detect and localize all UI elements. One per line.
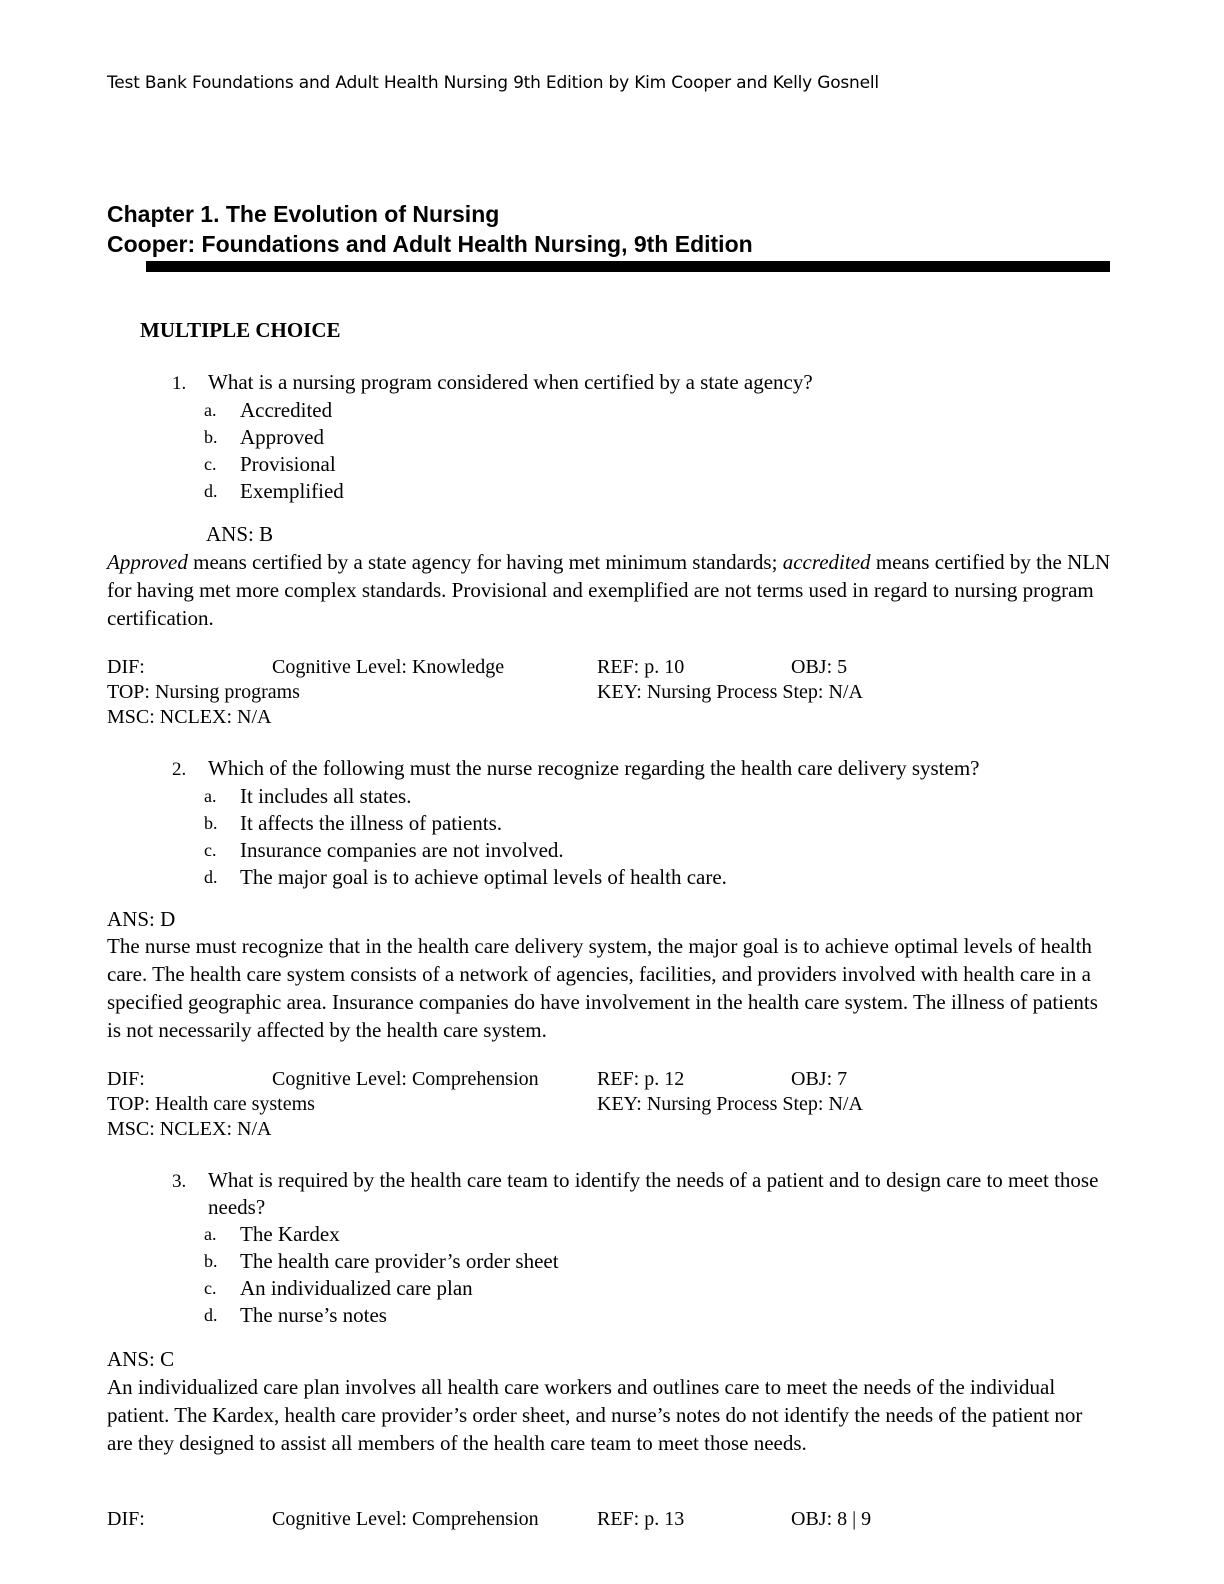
question-1	[172, 369, 1122, 505]
rationale-emphasis: accredited	[782, 550, 871, 574]
question-text: Which of the following must the nurse recognize regarding the health care delivery system?	[208, 756, 980, 780]
chapter-title: Chapter 1. The Evolution of Nursing	[107, 201, 500, 227]
option-d	[204, 864, 1122, 891]
option-list	[172, 1221, 1122, 1329]
reference: REF: p. 10	[597, 656, 685, 678]
book-title: Cooper: Foundations and Adult Health Nursing, 9th Edition	[107, 231, 753, 257]
question-number: 1.	[172, 373, 187, 394]
running-header: Test Bank Foundations and Adult Health Nursing 9th Edition by Kim Cooper and Kelly Gosnell	[107, 73, 879, 93]
section-title: MULTIPLE CHOICE	[140, 318, 341, 342]
option-letter: d.	[204, 1305, 218, 1325]
chapter-heading	[107, 199, 753, 259]
question-stem	[172, 755, 1122, 783]
objective: OBJ: 8 | 9	[791, 1508, 872, 1530]
answer-key: ANS: B	[206, 522, 274, 546]
objective: OBJ: 7	[791, 1068, 848, 1090]
option-text: It affects the illness of patients.	[240, 811, 503, 835]
rationale	[107, 548, 1112, 632]
option-text: The nurse’s notes	[240, 1303, 387, 1327]
rationale-text: means certified by the NLN for having met more complex standards. Provisional and exemplified are not terms used in regard to nursing program certification.	[107, 550, 1111, 630]
option-letter: a.	[204, 1224, 217, 1244]
reference: REF: p. 12	[597, 1068, 685, 1090]
answer-key: ANS: D	[107, 907, 176, 931]
option-letter: a.	[204, 786, 217, 806]
option-a	[204, 1221, 1122, 1248]
answer-key: ANS: C	[107, 1347, 175, 1371]
difficulty-label: DIF:	[107, 1068, 145, 1090]
question-text: What is a nursing program considered when certified by a state agency?	[208, 370, 813, 394]
option-c	[204, 837, 1122, 864]
question-stem	[172, 1167, 1122, 1221]
nclex-category: MSC: NCLEX: N/A	[107, 706, 272, 728]
cognitive-level: Cognitive Level: Knowledge	[272, 656, 505, 678]
rationale: An individualized care plan involves all health care workers and outlines care to meet the needs of the individual patient. The Kardex, health care provider’s order sheet, and nurse’s notes do not identify the needs of the patient nor are they designed to assist all members of the health care team to meet those needs.	[107, 1375, 1083, 1455]
option-letter: c.	[204, 454, 217, 474]
question-2	[172, 755, 1122, 891]
difficulty-label: DIF:	[107, 656, 145, 678]
rationale: The nurse must recognize that in the health care delivery system, the major goal is to achieve optimal levels of health care. The health care system consists of a network of agencies, facilities, and providers involved with health care in a specified geographic area. Insurance companies do have involvement in the health care system. The illness of patients is not necessarily affected by the health care system.	[107, 934, 1098, 1042]
rationale-emphasis: Approved	[107, 550, 188, 574]
option-text: An individualized care plan	[240, 1276, 473, 1300]
option-letter: b.	[204, 1251, 218, 1271]
option-text: The health care provider’s order sheet	[240, 1249, 559, 1273]
option-letter: d.	[204, 481, 218, 501]
option-text: Exemplified	[240, 479, 344, 503]
topic: TOP: Nursing programs	[107, 681, 300, 703]
heading-rule	[146, 261, 1110, 272]
question-stem	[172, 369, 1122, 397]
reference: REF: p. 13	[597, 1508, 685, 1530]
nursing-process-key: KEY: Nursing Process Step: N/A	[597, 681, 863, 703]
option-d	[204, 478, 1122, 505]
option-list	[172, 397, 1122, 505]
nclex-category: MSC: NCLEX: N/A	[107, 1118, 272, 1140]
question-number: 3.	[172, 1171, 187, 1192]
option-text: The major goal is to achieve optimal levels of health care.	[240, 865, 727, 889]
option-letter: b.	[204, 813, 218, 833]
nursing-process-key: KEY: Nursing Process Step: N/A	[597, 1093, 863, 1115]
option-c	[204, 451, 1122, 478]
question-text: What is required by the health care team to identify the needs of a patient and to design care to meet those needs?	[208, 1168, 1099, 1219]
option-letter: b.	[204, 427, 218, 447]
option-b	[204, 810, 1122, 837]
option-text: Insurance companies are not involved.	[240, 838, 564, 862]
option-text: Provisional	[240, 452, 336, 476]
option-d	[204, 1302, 1122, 1329]
option-c	[204, 1275, 1122, 1302]
question-3	[172, 1167, 1122, 1329]
rationale-text: means certified by a state agency for having met minimum standards;	[187, 550, 783, 574]
option-a	[204, 397, 1122, 424]
option-letter: a.	[204, 400, 217, 420]
topic: TOP: Health care systems	[107, 1093, 315, 1115]
option-letter: d.	[204, 867, 218, 887]
question-number: 2.	[172, 759, 187, 780]
option-text: It includes all states.	[240, 784, 412, 808]
option-letter: c.	[204, 1278, 217, 1298]
cognitive-level: Cognitive Level: Comprehension	[272, 1508, 539, 1530]
difficulty-label: DIF:	[107, 1508, 145, 1530]
option-list	[172, 783, 1122, 891]
objective: OBJ: 5	[791, 656, 848, 678]
option-b	[204, 1248, 1122, 1275]
option-text: Accredited	[240, 398, 333, 422]
option-a	[204, 783, 1122, 810]
cognitive-level: Cognitive Level: Comprehension	[272, 1068, 539, 1090]
option-text: The Kardex	[240, 1222, 340, 1246]
option-text: Approved	[240, 425, 324, 449]
option-letter: c.	[204, 840, 217, 860]
option-b	[204, 424, 1122, 451]
